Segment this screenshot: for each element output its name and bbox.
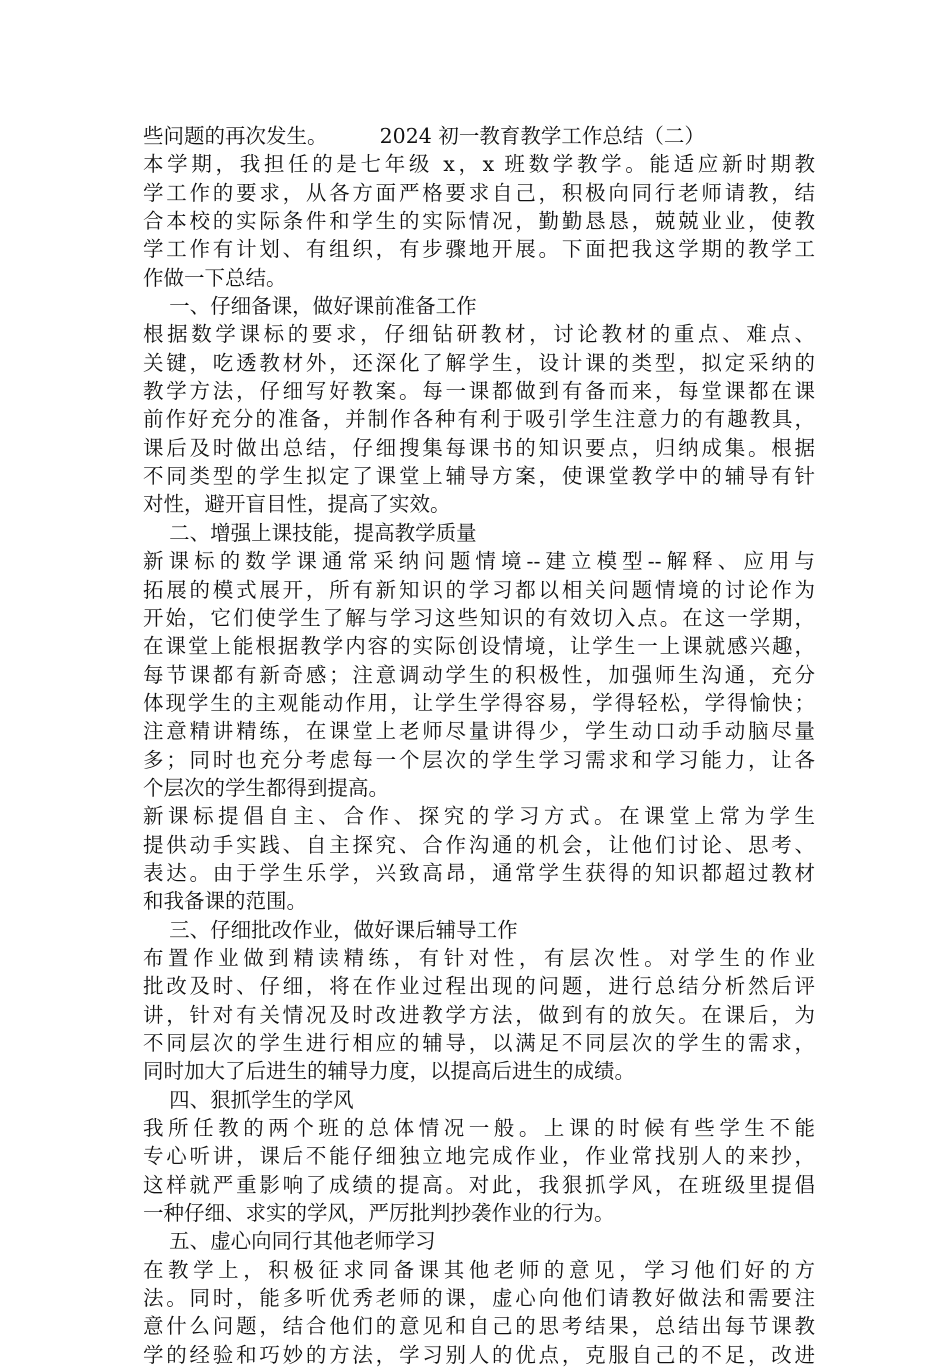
text-line: 教学方法，仔细写好教案。每一课都做到有备而来，每堂课都在课 [143, 379, 815, 404]
text-line: 同时加大了后进生的辅导力度，以提高后进生的成绩。 [143, 1059, 635, 1084]
text-line: 学工作有计划、有组织，有步骤地开展。下面把我这学期的教学工 [143, 237, 815, 262]
text-line-continuation-and-title: 些问题的再次发生。 2024 初一教育教学工作总结（二） [143, 124, 705, 148]
section-heading: 二、增强上课技能，提高教学质量 [143, 520, 477, 545]
text-line: 批改及时、仔细，将在作业过程出现的问题，进行总结分析然后评 [143, 974, 815, 999]
text-line: 本学期，我担任的是七年级 x，x 班数学教学。能适应新时期教 [143, 152, 815, 177]
section-heading: 五、虚心向同行其他老师学习 [143, 1229, 436, 1254]
text-line: 拓展的模式展开，所有新知识的学习都以相关问题情境的讨论作为 [143, 577, 815, 602]
text-line: 对性，避开盲目性，提高了实效。 [143, 492, 451, 517]
text-line: 学的经验和巧妙的方法，学习别人的优点，克服自己的不足，改进 [143, 1342, 815, 1367]
text-line: 在教学上，积极征求同备课其他老师的意见，学习他们好的方 [143, 1257, 815, 1282]
text-line: 关键，吃透教材外，还深化了解学生，设计课的类型，拟定采纳的 [143, 350, 815, 375]
text-line: 课后及时做出总结，仔细搜集每课书的知识要点，归纳成集。根据 [143, 435, 815, 460]
text-line: 学工作的要求，从各方面严格要求自己，积极向同行老师请教，结 [143, 180, 815, 205]
text-line: 前作好充分的准备，并制作各种有利于吸引学生注意力的有趣教具， [143, 407, 815, 432]
text-line: 在课堂上能根据教学内容的实际创设情境，让学生一上课就感兴趣， [143, 634, 815, 659]
text-line: 一种仔细、求实的学风，严厉批判抄袭作业的行为。 [143, 1201, 615, 1226]
section-heading: 四、狠抓学生的学风 [143, 1087, 354, 1112]
text-line: 根据数学课标的要求，仔细钻研教材，讨论教材的重点、难点、 [143, 322, 815, 347]
text-line: 意什么问题，结合他们的意见和自己的思考结果，总结出每节课教 [143, 1314, 815, 1339]
text-line: 合本校的实际条件和学生的实际情况，勤勤恳恳，兢兢业业，使教 [143, 209, 815, 234]
text-line: 这样就严重影响了成绩的提高。对此，我狠抓学风，在班级里提倡 [143, 1172, 815, 1197]
text-line: 注意精讲精练，在课堂上老师尽量讲得少，学生动口动手动脑尽量 [143, 719, 815, 744]
text-line: 多；同时也充分考虑每一个层次的学生学习需求和学习能力，让各 [143, 747, 815, 772]
text-line: 专心听讲，课后不能仔细独立地完成作业，作业常找别人的来抄， [143, 1144, 815, 1169]
text-line: 个层次的学生都得到提高。 [143, 775, 389, 800]
section-heading: 三、仔细批改作业，做好课后辅导工作 [143, 917, 518, 942]
text-line: 新课标的数学课通常采纳问题情境--建立模型--解释、应用与 [143, 549, 815, 574]
text-line: 讲，针对有关情况及时改进教学方法，做到有的放矢。在课后，为 [143, 1002, 815, 1027]
text-line: 布置作业做到精读精练，有针对性，有层次性。对学生的作业 [143, 945, 815, 970]
text-line: 新课标提倡自主、合作、探究的学习方式。在课堂上常为学生 [143, 804, 815, 829]
text-line: 我所任教的两个班的总体情况一般。上课的时候有些学生不能 [143, 1116, 815, 1141]
text-line: 开始，它们使学生了解与学习这些知识的有效切入点。在这一学期， [143, 605, 815, 630]
text-line: 不同层次的学生进行相应的辅导，以满足不同层次的学生的需求， [143, 1031, 815, 1055]
text-line: 每节课都有新奇感；注意调动学生的积极性，加强师生沟通，充分 [143, 662, 815, 687]
text-line: 表达。由于学生乐学，兴致高昂，通常学生获得的知识都超过教材 [143, 860, 815, 885]
text-line: 提供动手实践、自主探究、合作沟通的机会，让他们讨论、思考、 [143, 832, 815, 857]
text-line: 和我备课的范围。 [143, 889, 307, 914]
text-line: 体现学生的主观能动作用，让学生学得容易，学得轻松，学得愉快； [143, 690, 815, 715]
text-line: 不同类型的学生拟定了课堂上辅导方案，使课堂教学中的辅导有针 [143, 464, 815, 489]
text-line: 法。同时，能多听优秀老师的课，虚心向他们请教好做法和需要注 [143, 1286, 815, 1311]
section-heading: 一、仔细备课，做好课前准备工作 [143, 294, 477, 319]
text-line: 作做一下总结。 [143, 265, 287, 290]
document-body [143, 122, 815, 1369]
